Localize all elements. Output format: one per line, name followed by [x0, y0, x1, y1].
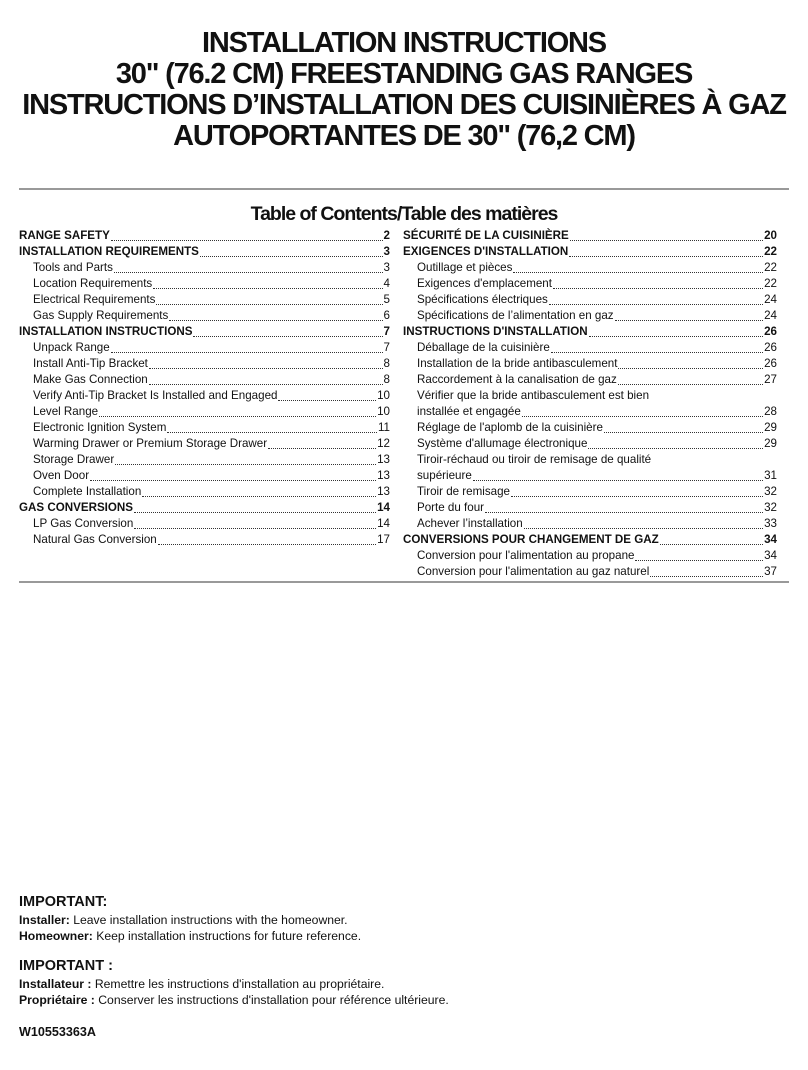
toc-dot-leader [524, 527, 763, 529]
top-divider [19, 188, 789, 190]
toc-page-number: 3 [383, 245, 390, 258]
toc-entry[interactable] [403, 276, 777, 292]
toc-entry-label: LP Gas Conversion [33, 517, 134, 530]
toc-page-number: 13 [377, 485, 390, 498]
toc-dot-leader [149, 367, 383, 369]
toc-page-number: 34 [764, 549, 777, 562]
toc-entry-label: EXIGENCES D'INSTALLATION [403, 245, 569, 258]
toc-entry-label: Make Gas Connection [33, 373, 148, 386]
toc-dot-leader [149, 383, 383, 385]
important-french [19, 957, 449, 1008]
toc-page-number: 14 [377, 517, 390, 530]
toc-page-number: 13 [377, 469, 390, 482]
toc-dot-leader [618, 367, 763, 369]
toc-entry-label: Outillage et pièces [417, 261, 513, 274]
toc-entry[interactable] [19, 468, 390, 484]
toc-page-number: 32 [764, 485, 777, 498]
toc-entry[interactable] [19, 404, 390, 420]
toc-entry[interactable] [19, 260, 390, 276]
toc-entry-label: INSTRUCTIONS D'INSTALLATION [403, 325, 588, 338]
toc-entry[interactable] [19, 516, 390, 532]
toc-dot-leader [153, 287, 382, 289]
toc-dot-leader [134, 527, 376, 529]
toc-page-number: 14 [377, 501, 390, 514]
toc-entry-label: GAS CONVERSIONS [19, 501, 134, 514]
toc-entry-label: Location Requirements [33, 277, 153, 290]
toc-entry-label: Oven Door [33, 469, 90, 482]
toc-entry[interactable] [403, 468, 777, 484]
toc-entry-label: Complete Installation [33, 485, 142, 498]
toc-entry[interactable] [19, 420, 390, 436]
toc-dot-leader [158, 543, 376, 545]
document-code: W10553363A [19, 1025, 97, 1039]
toc-page-number: 8 [383, 373, 390, 386]
toc-section[interactable] [403, 324, 777, 340]
toc-entry-prefix: Vérifier que la bride antibasculement est bien [417, 389, 650, 402]
toc-title: Table of Contents/Table des matières [250, 203, 558, 225]
toc-dot-leader [650, 575, 763, 577]
toc-page-number: 26 [764, 357, 777, 370]
toc-dot-leader [268, 447, 376, 449]
toc-page-number: 12 [377, 437, 390, 450]
toc-dot-leader [513, 271, 763, 273]
toc-entry[interactable] [403, 308, 777, 324]
toc-entry[interactable] [19, 388, 390, 404]
toc-section[interactable] [403, 228, 777, 244]
toc-entry-label: Install Anti-Tip Bracket [33, 357, 148, 370]
toc-entry-label: Warming Drawer or Premium Storage Drawer [33, 437, 268, 450]
toc-dot-leader [115, 463, 376, 465]
toc-page-number: 26 [764, 341, 777, 354]
toc-page-number: 2 [383, 229, 390, 242]
installer-note-fr: Installateur : Remettre les instructions d'installation au propriétaire. [19, 977, 385, 991]
toc-dot-leader [618, 383, 763, 385]
toc-entry[interactable] [403, 564, 777, 580]
toc-dot-leader [660, 543, 763, 545]
toc-page-number: 7 [383, 341, 390, 354]
toc-entry-label: Verify Anti-Tip Bracket Is Installed and Engaged [33, 389, 278, 402]
toc-section[interactable] [19, 228, 390, 244]
toc-entry-label: Système d'allumage électronique [417, 437, 588, 450]
toc-entry-label: INSTALLATION INSTRUCTIONS [19, 325, 193, 338]
title-line-1: INSTALLATION INSTRUCTIONS [202, 27, 606, 59]
toc-page-number: 22 [764, 261, 777, 274]
title-line-2: 30" (76.2 CM) FREESTANDING GAS RANGES [115, 58, 693, 90]
toc-entry-label: supérieure [417, 469, 472, 482]
toc-dot-leader [553, 287, 763, 289]
toc-dot-leader [200, 255, 383, 257]
toc-entry-label: RANGE SAFETY [19, 229, 110, 242]
toc-entry[interactable] [19, 452, 390, 468]
toc-entry[interactable] [403, 260, 777, 276]
toc-dot-leader [169, 319, 382, 321]
toc-entry-label: Tools and Parts [33, 261, 113, 274]
toc-page-number: 28 [764, 405, 777, 418]
document-title [0, 28, 808, 152]
toc-page-number: 31 [764, 469, 777, 482]
toc-page-number: 7 [383, 325, 390, 338]
toc-dot-leader [193, 335, 382, 337]
homeowner-note: Homeowner: Keep installation instructions for future reference. [19, 929, 362, 943]
toc-entry-label: Storage Drawer [33, 453, 115, 466]
toc-entry[interactable] [403, 340, 777, 356]
toc-entry[interactable] [403, 548, 777, 564]
toc-page-number: 3 [383, 261, 390, 274]
toc-dot-leader [511, 495, 763, 497]
toc-entry-label: Electronic Ignition System [33, 421, 167, 434]
toc-entry[interactable] [403, 404, 777, 420]
homeowner-note-fr: Propriétaire : Conserver les instructions d'installation pour référence ultérieure. [19, 993, 449, 1007]
toc-entry[interactable] [19, 484, 390, 500]
toc-entry-label: Achever l’installation [417, 517, 523, 530]
toc-entry-label: Réglage de l'aplomb de la cuisinière [417, 421, 603, 434]
toc-entry-label: Level Range [33, 405, 99, 418]
toc-entry-label: Porte du four [417, 501, 485, 514]
toc-entry[interactable] [403, 436, 777, 452]
toc-bottom-divider [19, 581, 789, 583]
toc-page-number: 22 [764, 277, 777, 290]
toc-dot-leader [111, 239, 383, 241]
toc-section[interactable] [19, 500, 390, 516]
toc-dot-leader [522, 415, 763, 417]
toc-entry-label: installée et engagée [417, 405, 521, 418]
toc-dot-leader [111, 351, 383, 353]
toc-dot-leader [156, 303, 382, 305]
toc-dot-leader [278, 399, 376, 401]
toc-right-column [403, 228, 777, 580]
toc-section[interactable] [403, 244, 777, 260]
toc-entry[interactable] [19, 532, 390, 548]
toc-entry[interactable] [19, 436, 390, 452]
toc-page-number: 33 [764, 517, 777, 530]
installer-note: Installer: Leave installation instructions with the homeowner. [19, 913, 348, 927]
toc-entry[interactable] [403, 372, 777, 388]
toc-entry[interactable] [403, 484, 777, 500]
toc-entry-label: Conversion pour l'alimentation au propane [417, 549, 635, 562]
toc-page-number: 5 [383, 293, 390, 306]
toc-entry-label: Spécifications électriques [417, 293, 548, 306]
toc-page-number: 24 [764, 293, 777, 306]
toc-page-number: 24 [764, 309, 777, 322]
toc-page-number: 29 [764, 437, 777, 450]
toc-page-number: 17 [377, 533, 390, 546]
toc-entry-label: INSTALLATION REQUIREMENTS [19, 245, 199, 258]
toc-page-number: 8 [383, 357, 390, 370]
toc-entry-prefix: Tiroir-réchaud ou tiroir de remisage de qualité [417, 453, 652, 466]
toc-page-number: 26 [764, 325, 777, 338]
toc-dot-leader [142, 495, 376, 497]
toc-entry-label: Tiroir de remisage [417, 485, 510, 498]
title-line-3: INSTRUCTIONS D’INSTALLATION DES CUISINIÈRES À GAZ [22, 89, 786, 121]
toc-dot-leader [549, 303, 763, 305]
toc-page-number: 27 [764, 373, 777, 386]
toc-entry-label: Spécifications de l’alimentation en gaz [417, 309, 614, 322]
toc-page-number: 20 [764, 229, 777, 242]
toc-entry[interactable] [19, 356, 390, 372]
toc-entry[interactable] [403, 292, 777, 308]
toc-entry-label: Natural Gas Conversion [33, 533, 157, 546]
toc-dot-leader [167, 431, 377, 433]
toc-page-number: 37 [764, 565, 777, 578]
toc-entry-label: CONVERSIONS POUR CHANGEMENT DE GAZ [403, 533, 659, 546]
toc-entry[interactable] [403, 500, 777, 516]
toc-entry-label: Déballage de la cuisinière [417, 341, 550, 354]
toc-page-number: 13 [377, 453, 390, 466]
toc-entry[interactable] [403, 420, 777, 436]
toc-entry-label: SÉCURITÉ DE LA CUISINIÈRE [403, 229, 569, 242]
toc-entry-label: Electrical Requirements [33, 293, 156, 306]
toc-entry[interactable] [19, 276, 390, 292]
toc-page-number: 10 [377, 389, 390, 402]
toc-section[interactable] [19, 244, 390, 260]
toc-entry[interactable] [19, 308, 390, 324]
toc-dot-leader [114, 271, 383, 273]
toc-entry[interactable] [403, 356, 777, 372]
important-heading-fr: IMPORTANT : [19, 958, 113, 974]
toc-dot-leader [473, 479, 763, 481]
toc-entry-label: Gas Supply Requirements [33, 309, 169, 322]
toc-page-number: 10 [377, 405, 390, 418]
toc-page-number: 22 [764, 245, 777, 258]
toc-left-column [19, 228, 390, 548]
toc-dot-leader [615, 319, 764, 321]
toc-entry[interactable] [19, 340, 390, 356]
toc-page-number: 4 [383, 277, 390, 290]
toc-dot-leader [90, 479, 376, 481]
toc-entry-label: Installation de la bride antibasculement [417, 357, 618, 370]
toc-entry[interactable] [19, 292, 390, 308]
toc-dot-leader [570, 239, 763, 241]
toc-entry[interactable] [403, 516, 777, 532]
toc-page-number: 11 [377, 421, 390, 434]
toc-entry-label: Raccordement à la canalisation de gaz [417, 373, 617, 386]
toc-dot-leader [99, 415, 376, 417]
title-line-4: AUTOPORTANTES DE 30" (76,2 CM) [173, 120, 635, 152]
toc-dot-leader [569, 255, 763, 257]
toc-dot-leader [485, 511, 763, 513]
toc-entry-label: Exigences d'emplacement [417, 277, 552, 290]
toc-section[interactable] [19, 324, 390, 340]
toc-page-number: 6 [383, 309, 390, 322]
toc-dot-leader [588, 447, 763, 449]
important-heading: IMPORTANT: [19, 894, 108, 910]
toc-entry[interactable] [19, 372, 390, 388]
important-english [19, 893, 361, 944]
toc-entry-label: Conversion pour l'alimentation au gaz naturel [417, 565, 650, 578]
toc-entry-label: Unpack Range [33, 341, 110, 354]
toc-dot-leader [604, 431, 763, 433]
toc-dot-leader [589, 335, 764, 337]
toc-page-number: 34 [764, 533, 777, 546]
toc-section[interactable] [403, 532, 777, 548]
toc-page-number: 32 [764, 501, 777, 514]
toc-page-number: 29 [764, 421, 777, 434]
toc-dot-leader [635, 559, 763, 561]
toc-dot-leader [134, 511, 376, 513]
toc-dot-leader [551, 351, 763, 353]
